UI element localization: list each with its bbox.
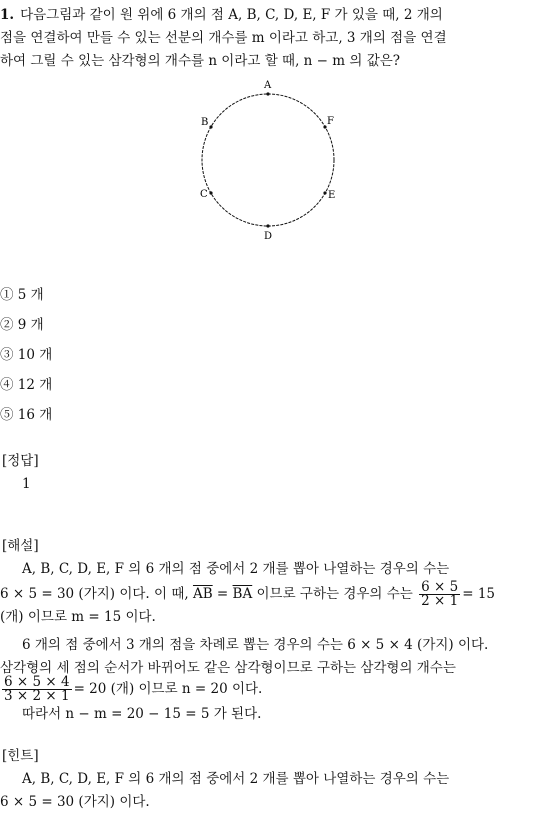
point-b-dot [209,125,212,128]
question-line-2: 점을 연결하여 만들 수 있는 선분의 개수를 m 이라고 하고, 3 개의 점을 연결 [0,30,447,46]
point-c-label: C [200,189,208,200]
solution-line-7: 따라서 n − m = 20 − 15 = 5 가 된다. [22,706,262,722]
answer-label: [정답] [2,453,39,469]
point-e-dot [323,191,326,194]
solution-line-1: A, B, C, D, E, F 의 6 개의 점 중에서 2 개를 뽑아 나열하는 경우의 수는 [22,561,450,577]
point-c-dot [209,191,212,194]
choice-2[interactable]: ② 9 개 [0,317,44,333]
choice-3[interactable]: ③ 10 개 [0,347,53,363]
answer-value: 1 [22,476,31,492]
choice-4[interactable]: ④ 12 개 [0,377,53,393]
solution-line-6: $\frac{6 \times 5 \times 4}{3 \times 2 \times 1}$ = 20 (개) 이므로 n = 20 이다. [4,674,263,704]
choice-5[interactable]: ⑤ 16 개 [0,407,53,423]
fraction-1: $\frac{6 \times 5}{2 \times 1}$ [421,579,459,609]
point-d-dot [266,224,269,227]
choice-1[interactable]: ① 5 개 [0,287,44,303]
segment-ab: $\overline{AB}$ [192,586,213,602]
question-number: 1. [0,7,15,23]
circle-figure [188,78,348,243]
point-e-label: E [328,190,336,201]
question-line-1: 1. 다음그림과 같이 원 위에 6 개의 점 A, B, C, D, E, F 가 있을 때, 2 개의 [0,7,443,23]
question-line-3: 하여 그릴 수 있는 삼각형의 개수를 n 이라고 할 때, n − m 의 값은? [0,53,401,69]
point-a-label: A [264,80,272,91]
solution-line-3: (개) 이므로 m = 15 이다. [0,609,156,625]
solution-line-2: 6 × 5 = 30 (가지) 이다. 이 때, $\overline{AB} = \overline{BA}$ 이므로 구하는 경우의 수는 $\frac{6 \times 5}{2 \times 1}$ = 15 [0,579,495,609]
point-d-label: D [264,231,273,242]
solution-label: [해설] [2,538,39,554]
point-b-label: B [201,117,209,128]
fraction-2: $\frac{6 \times 5 \times 4}{3 \times 2 \times 1}$ [4,674,70,704]
solution-line-4: 6 개의 점 중에서 3 개의 점을 차례로 뽑는 경우의 수는 6 × 5 × 4 (가지) 이다. [22,637,489,653]
hint-line-2: 6 × 5 = 30 (가지) 이다. [0,794,150,810]
circle-diagram [188,78,348,243]
hint-line-1: A, B, C, D, E, F 의 6 개의 점 중에서 2 개를 뽑아 나열하는 경우의 수는 [22,771,450,787]
segment-ba: $\overline{BA}$ [232,586,253,602]
circle [202,94,334,226]
point-a-dot [266,92,269,95]
hint-label: [힌트] [2,748,39,764]
point-f-label: F [327,116,334,127]
solution-line-5: 삼각형의 세 점의 순서가 바뀌어도 같은 삼각형이므로 구하는 삼각형의 개수는 [0,660,456,676]
